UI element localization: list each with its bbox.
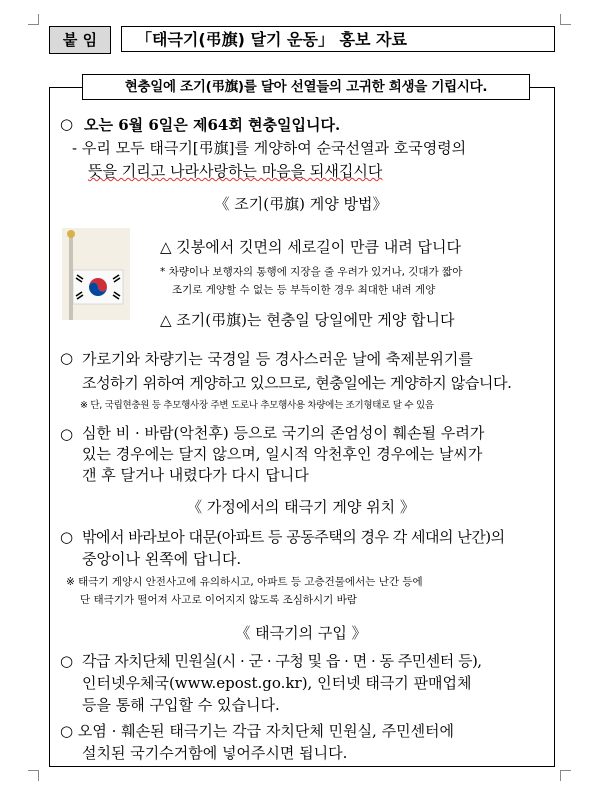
buy-line: 인터넷우체국(www.epost.go.kr), 인터넷 태극기 판매업체 (82, 674, 472, 692)
intro-line: 뜻을 기리고 나라사랑하는 마음을 되새깁시다 (88, 162, 383, 180)
weather-line: 심한 비 · 바람(악천후) 등으로 국기의 존엄성이 훼손될 우려가 (82, 424, 485, 442)
bullet: ○ (60, 528, 74, 546)
method-note: 조기로 게양할 수 없는 등 부득이한 경우 최대한 내려 게양 (172, 284, 436, 296)
disposal-line: 설치된 국기수거함에 넣어주시면 됩니다. (82, 744, 348, 762)
bullet: ○ (60, 652, 74, 670)
intro-headline: 오는 6월 6일은 제64회 현충일입니다. (84, 116, 341, 134)
home-note: ※ 태극기 게양시 안전사고에 유의하시고, 아파트 등 고층건물에서는 난간 등에 (66, 576, 423, 588)
bullet: ○ (60, 425, 74, 443)
document-title: 「태극기(弔旗) 달기 운동」 홍보 자료 (121, 26, 555, 52)
campaign-banner: 현충일에 조기(弔旗)를 달아 선열들의 고귀한 희생을 기립시다. (82, 74, 530, 100)
street-note: ※ 단, 국립현충원 등 추모행사장 주변 도로나 추모행사용 차량에는 조기형태로 달 수 있음 (80, 400, 434, 411)
method-note: * 차량이나 보행자의 통행에 지장을 줄 우려가 있거나, 깃대가 짧아 (160, 266, 463, 278)
intro-line: - 우리 모두 태극기[弔旗]를 게양하여 순국선열과 호국영령의 (72, 139, 467, 157)
home-note: 단 태극기가 떨어져 사고로 이어지지 않도록 조심하시기 바람 (80, 594, 357, 606)
attachment-tag: 붙 임 (49, 26, 111, 54)
home-line: 밖에서 바라보아 대문(아파트 등 공동주택의 경우 각 세대의 난간)의 (82, 528, 505, 546)
corner-mark-br (560, 770, 571, 781)
bullet: ○ (60, 115, 74, 133)
disposal-line: ○ 오염 · 훼손된 태극기는 각급 자치단체 민원실, 주민센터에 (60, 722, 455, 740)
method-item: △ 깃봉에서 깃면의 세로길이 만큼 내려 답니다 (160, 238, 461, 256)
section-heading-method: 《 조기(弔旗) 게양 방법》 (214, 195, 388, 213)
corner-mark-tr (560, 14, 571, 25)
weather-line: 갠 후 달거나 내렸다가 다시 답니다 (82, 466, 309, 484)
weather-line: 있는 경우에는 달지 않으며, 일시적 악천후인 경우에는 날씨가 (82, 445, 483, 463)
method-item: △ 조기(弔旗)는 현충일 당일에만 게양 합니다 (160, 311, 455, 329)
corner-mark-bl (28, 770, 39, 781)
buy-line: 각급 자치단체 민원실(시 · 군 · 구청 및 읍 · 면 · 동 주민센터 등), (82, 652, 482, 670)
buy-line: 등을 통해 구입할 수 있습니다. (82, 696, 280, 714)
bullet: ○ (60, 349, 74, 367)
half-mast-flag-image (62, 228, 130, 320)
street-line: 조성하기 위하여 게양하고 있으므로, 현충일에는 게양하지 않습니다. (82, 374, 512, 392)
corner-mark-tl (28, 14, 39, 25)
section-heading-home: 《 가정에서의 태극기 게양 위치 》 (187, 498, 415, 516)
street-line: 가로기와 차량기는 국경일 등 경사스러운 날에 축제분위기를 (82, 350, 473, 368)
section-heading-buy: 《 태극기의 구입 》 (235, 624, 367, 642)
home-line: 중앙이나 왼쪽에 답니다. (82, 550, 242, 568)
